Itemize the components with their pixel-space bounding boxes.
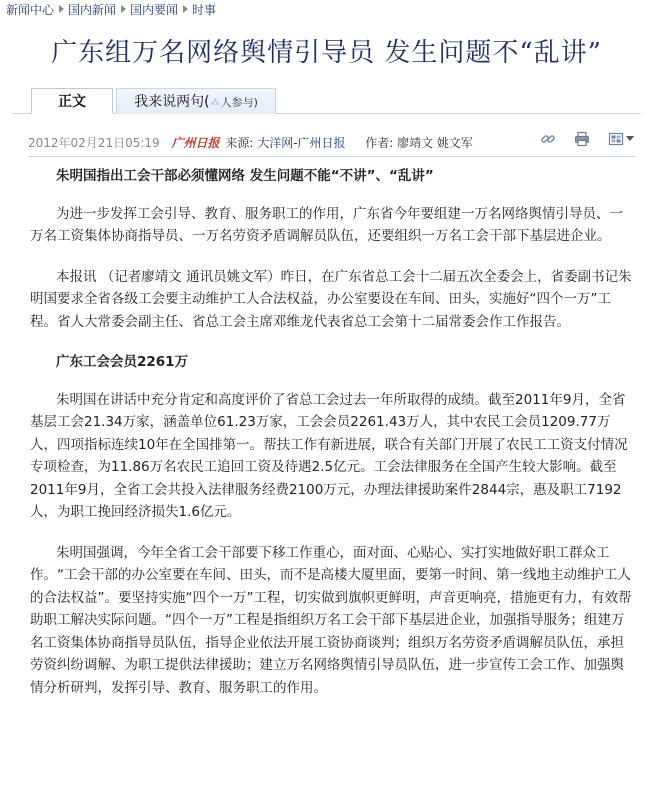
article-paragraph: 为进一步发挥工会引导、教育、服务职工的作用，广东省今年要组建一万名网络舆情引导员、一万名工资集体协商指导员、一万名劳资矛盾调解员队伍，还要组织一万名工会干部下基层进企业。 <box>30 205 623 244</box>
breadcrumb-separator-icon <box>121 5 126 13</box>
article-subheading: 广东工会会员2261万 <box>56 354 189 370</box>
author-names: 廖靖文 姚文军 <box>397 136 473 150</box>
newspaper-logo: 广州日报 <box>171 136 220 150</box>
breadcrumb <box>6 1 216 18</box>
article-body <box>30 165 636 717</box>
article-toolbar <box>540 131 640 149</box>
breadcrumb-domestic-headlines[interactable]: 国内要闻 <box>130 3 179 17</box>
article-paragraph: 朱明国在讲话中充分肯定和高度评价了省总工会过去一年所取得的成绩。截至2011年9月，全省基层工会21.34万家，涵盖单位61.23万家，工会会员2261.43万人，其中农民工会员1209.77万人，四项指标连续10年在全国排第一。帮扶工作有新进展，联合有关部门开展了农民工工资支付情况专项检查，为11.86万名农民工追回工资及待遇2.5亿元。工会法律服务在全国产生较大影响。截至2011年9月，全省工会共投入法律服务经费2100万元，办理法律援助案件2844宗，惠及职工7192人，为职工挽回经济损失1.6亿元。 <box>30 391 628 520</box>
link-icon[interactable] <box>540 131 556 147</box>
author-label: 作者: <box>365 136 394 150</box>
breadcrumb-domestic-news[interactable]: 国内新闻 <box>68 3 117 17</box>
chevron-down-icon[interactable] <box>626 136 634 142</box>
tab-comments-label: 我来说两句( <box>134 94 210 110</box>
article-title: 广东组万名网络舆情引导员 发生问题不“乱讲” <box>51 38 602 68</box>
source-link[interactable]: 大洋网-广州日报 <box>257 136 346 150</box>
article-paragraph: 朱明国强调，今年全省工会干部要下移工作重心，面对面、心贴心、实打实地做好职工群众工作。“工会干部的办公室要在车间、田头，而不是高楼大厦里面，要第一时间、第一线地主动维护工人的合法权益”。要坚持实施“四个一万”工程，切实做到旗帜更鲜明，声音更响亮，措施更有力，有效帮助职工解决实际问题。“四个一万”工程是指组织万名工会干部下基层进企业，加强指导服务；组建万名工资集体协商指导员队伍，指导企业依法开展工资协商谈判；组织万名劳资矛盾调解员队伍，承担劳资纠纷调解、为职工提供法律援助；建立万名网络舆情引导员队伍，进一步宣传工会工作、加强舆情分析研判，发挥引导、教育、服务职工的作用。 <box>30 544 632 696</box>
article-subheading: 朱明国指出工会干部必须懂网络 发生问题不能“不讲”、“乱讲” <box>56 168 434 184</box>
publish-date: 2012年02月21日05:19 <box>28 136 160 150</box>
article-paragraph: 本报讯 （记者廖靖文 通讯员姚文军）昨日，在广东省总工会十二届五次全委会上，省委副书记朱明国要求全省各级工会要主动维护工人合法权益，办公室要设在车间、田头，实施好“四个一万”工程。省人大常委会副主任、省总工会主席邓维龙代表省总工会第十二届常委会作工作报告。 <box>30 268 632 330</box>
breadcrumb-separator-icon <box>183 5 188 13</box>
tab-comments[interactable] <box>116 88 276 114</box>
tab-article-body[interactable]: 正文 <box>31 88 113 114</box>
print-icon[interactable] <box>574 131 590 147</box>
breadcrumb-separator-icon <box>59 5 64 13</box>
breadcrumb-current-affairs[interactable]: 时事 <box>192 3 217 17</box>
source-label: 来源: <box>225 136 254 150</box>
loading-icon: ⁂ <box>210 98 220 108</box>
article-meta <box>28 134 473 151</box>
tab-comments-suffix: 人参与) <box>220 96 258 109</box>
share-icon[interactable] <box>608 131 624 147</box>
meta-divider <box>28 156 635 157</box>
breadcrumb-news-center[interactable]: 新闻中心 <box>6 3 55 17</box>
